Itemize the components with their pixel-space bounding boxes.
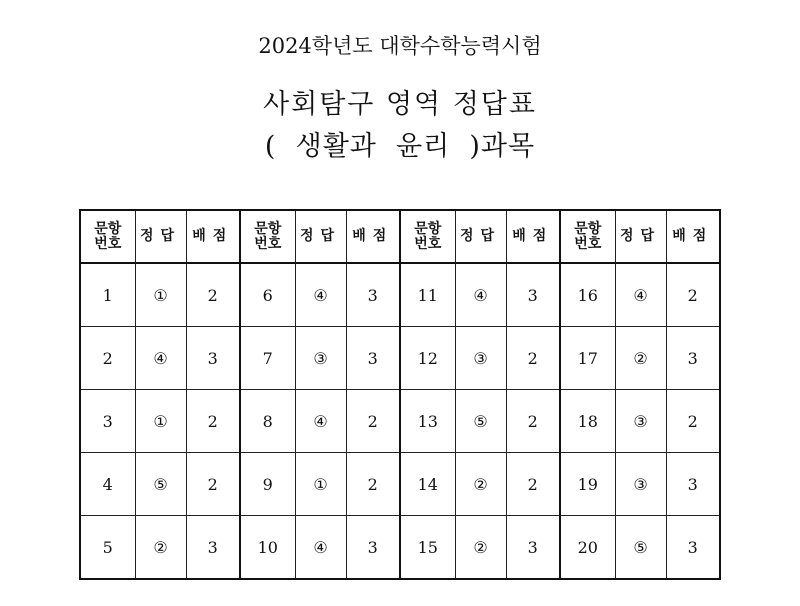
table-row bbox=[80, 516, 720, 580]
section-title: 사회탐구 영역 정답표 bbox=[263, 89, 537, 120]
answer-cell: ② bbox=[455, 453, 506, 516]
answer-cell: ① bbox=[135, 390, 186, 453]
header-question-number bbox=[400, 210, 455, 263]
question-number-cell: 9 bbox=[240, 453, 295, 516]
question-number-cell: 12 bbox=[400, 327, 455, 390]
score-cell: 2 bbox=[666, 390, 720, 453]
score-cell: 3 bbox=[186, 327, 240, 390]
question-number-cell: 19 bbox=[560, 453, 615, 516]
answer-cell: ② bbox=[135, 516, 186, 580]
header-answer: 정답 bbox=[455, 210, 506, 263]
score-cell: 3 bbox=[666, 327, 720, 390]
question-number-cell: 4 bbox=[80, 453, 135, 516]
score-cell: 2 bbox=[506, 453, 560, 516]
score-cell: 3 bbox=[346, 327, 400, 390]
score-cell: 2 bbox=[506, 390, 560, 453]
score-cell: 3 bbox=[346, 263, 400, 327]
question-number-cell: 10 bbox=[240, 516, 295, 580]
answer-cell: ④ bbox=[455, 263, 506, 327]
answer-cell: ③ bbox=[295, 327, 346, 390]
score-cell: 2 bbox=[346, 390, 400, 453]
answer-cell: ④ bbox=[295, 390, 346, 453]
question-number-cell: 15 bbox=[400, 516, 455, 580]
header-question-number-line1: 문항 bbox=[94, 220, 122, 237]
answer-cell: ③ bbox=[615, 453, 666, 516]
score-cell: 2 bbox=[186, 453, 240, 516]
question-number-cell: 6 bbox=[240, 263, 295, 327]
answer-cell: ① bbox=[295, 453, 346, 516]
score-cell: 2 bbox=[346, 453, 400, 516]
table-row bbox=[80, 390, 720, 453]
answer-cell: ③ bbox=[615, 390, 666, 453]
score-cell: 2 bbox=[506, 327, 560, 390]
header-score: 배점 bbox=[506, 210, 560, 263]
header-answer: 정답 bbox=[135, 210, 186, 263]
header-question-number-line2: 번호 bbox=[254, 235, 282, 252]
table-row bbox=[80, 327, 720, 390]
header-question-number-line1: 문항 bbox=[574, 220, 602, 237]
subject-title: ( 생활과 윤리 )과목 bbox=[264, 131, 536, 162]
score-cell: 2 bbox=[186, 390, 240, 453]
question-number-cell: 11 bbox=[400, 263, 455, 327]
header-score: 배점 bbox=[666, 210, 720, 263]
score-cell: 3 bbox=[186, 516, 240, 580]
header-question-number bbox=[80, 210, 135, 263]
question-number-cell: 18 bbox=[560, 390, 615, 453]
header-score: 배점 bbox=[186, 210, 240, 263]
question-number-cell: 17 bbox=[560, 327, 615, 390]
question-number-cell: 7 bbox=[240, 327, 295, 390]
answer-cell: ② bbox=[615, 327, 666, 390]
question-number-cell: 5 bbox=[80, 516, 135, 580]
answer-cell: ④ bbox=[295, 263, 346, 327]
score-cell: 3 bbox=[666, 453, 720, 516]
answer-cell: ⑤ bbox=[615, 516, 666, 580]
question-number-cell: 20 bbox=[560, 516, 615, 580]
answer-cell: ④ bbox=[135, 327, 186, 390]
header-question-number-line2: 번호 bbox=[94, 235, 122, 252]
score-cell: 3 bbox=[506, 263, 560, 327]
header-answer: 정답 bbox=[615, 210, 666, 263]
header-question-number bbox=[560, 210, 615, 263]
question-number-cell: 14 bbox=[400, 453, 455, 516]
header-score: 배점 bbox=[346, 210, 400, 263]
answer-cell: ④ bbox=[615, 263, 666, 327]
question-number-cell: 13 bbox=[400, 390, 455, 453]
answer-cell: ④ bbox=[295, 516, 346, 580]
question-number-cell: 16 bbox=[560, 263, 615, 327]
exam-year-title: 2024학년도 대학수학능력시험 bbox=[258, 34, 542, 58]
header-question-number-line2: 번호 bbox=[574, 235, 602, 252]
table-row bbox=[80, 453, 720, 516]
answer-cell: ② bbox=[455, 516, 506, 580]
answer-cell: ① bbox=[135, 263, 186, 327]
score-cell: 3 bbox=[506, 516, 560, 580]
score-cell: 3 bbox=[346, 516, 400, 580]
header-question-number-line2: 번호 bbox=[414, 235, 442, 252]
question-number-cell: 1 bbox=[80, 263, 135, 327]
question-number-cell: 8 bbox=[240, 390, 295, 453]
score-cell: 2 bbox=[666, 263, 720, 327]
answer-cell: ③ bbox=[455, 327, 506, 390]
header-question-number-line1: 문항 bbox=[254, 220, 282, 237]
header-question-number-line1: 문항 bbox=[414, 220, 442, 237]
table-row bbox=[80, 263, 720, 327]
table-header bbox=[80, 210, 720, 263]
header-question-number bbox=[240, 210, 295, 263]
score-cell: 3 bbox=[666, 516, 720, 580]
header-row bbox=[80, 210, 720, 263]
answer-cell: ⑤ bbox=[455, 390, 506, 453]
table-body bbox=[80, 263, 720, 579]
question-number-cell: 2 bbox=[80, 327, 135, 390]
score-cell: 2 bbox=[186, 263, 240, 327]
question-number-cell: 3 bbox=[80, 390, 135, 453]
header-answer: 정답 bbox=[295, 210, 346, 263]
answer-cell: ⑤ bbox=[135, 453, 186, 516]
answer-key-table bbox=[79, 209, 721, 580]
